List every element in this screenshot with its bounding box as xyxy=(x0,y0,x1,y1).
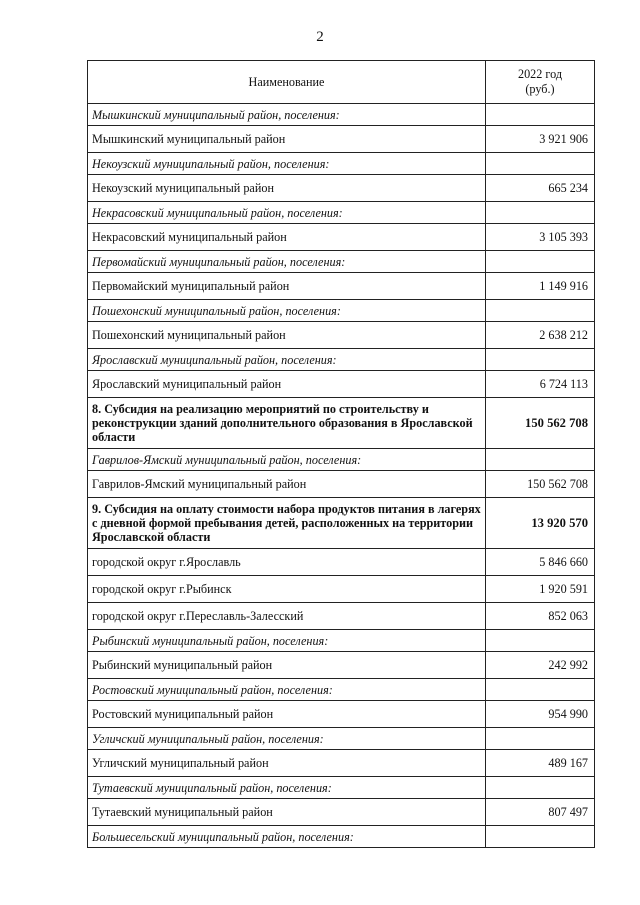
group-heading-row xyxy=(88,777,595,799)
section-total-cell: 13 920 570 xyxy=(486,498,595,549)
column-header-year: 2022 год xyxy=(517,67,563,81)
group-heading-cell: Ярославский муниципальный район, поселения: xyxy=(88,349,486,371)
amount-cell: 3 921 906 xyxy=(486,126,595,153)
recipient-name-cell: Некоузский муниципальный район xyxy=(88,175,486,202)
group-heading-cell: Рыбинский муниципальный район, поселения: xyxy=(88,630,486,652)
group-heading-cell: Ростовский муниципальный район, поселения: xyxy=(88,679,486,701)
section-total-cell: 150 562 708 xyxy=(486,398,595,449)
recipient-name-cell: Пошехонский муниципальный район xyxy=(88,322,486,349)
recipient-name-cell: Некрасовский муниципальный район xyxy=(88,224,486,251)
amount-cell xyxy=(486,153,595,175)
recipient-name-cell: городской округ г.Переславль-Залесский xyxy=(88,603,486,630)
amount-cell xyxy=(486,826,595,848)
group-heading-row xyxy=(88,728,595,750)
amount-cell xyxy=(486,728,595,750)
amount-cell: 150 562 708 xyxy=(486,471,595,498)
amount-cell xyxy=(486,449,595,471)
table-row xyxy=(88,471,595,498)
table-row xyxy=(88,750,595,777)
table-header-row xyxy=(88,61,595,104)
group-heading-cell: Большесельский муниципальный район, поселения: xyxy=(88,826,486,848)
group-heading-cell: Тутаевский муниципальный район, поселения: xyxy=(88,777,486,799)
amount-cell: 852 063 xyxy=(486,603,595,630)
group-heading-row xyxy=(88,104,595,126)
amount-cell: 1 149 916 xyxy=(486,273,595,300)
amount-cell: 665 234 xyxy=(486,175,595,202)
table-row xyxy=(88,603,595,630)
group-heading-cell: Пошехонский муниципальный район, поселения: xyxy=(88,300,486,322)
amount-cell: 807 497 xyxy=(486,799,595,826)
group-heading-cell: Угличский муниципальный район, поселения: xyxy=(88,728,486,750)
table-row xyxy=(88,126,595,153)
section-row xyxy=(88,398,595,449)
amount-cell xyxy=(486,251,595,273)
group-heading-row xyxy=(88,826,595,848)
recipient-name-cell: Первомайский муниципальный район xyxy=(88,273,486,300)
table-row xyxy=(88,799,595,826)
amount-cell: 3 105 393 xyxy=(486,224,595,251)
table-row xyxy=(88,371,595,398)
table-row xyxy=(88,576,595,603)
recipient-name-cell: Тутаевский муниципальный район xyxy=(88,799,486,826)
group-heading-cell: Гаврилов-Ямский муниципальный район, поселения: xyxy=(88,449,486,471)
table-row xyxy=(88,322,595,349)
amount-cell xyxy=(486,630,595,652)
group-heading-cell: Некоузский муниципальный район, поселения: xyxy=(88,153,486,175)
group-heading-row xyxy=(88,300,595,322)
group-heading-row xyxy=(88,679,595,701)
section-title-cell: 9. Субсидия на оплату стоимости набора продуктов питания в лагерях с дневной формой пребывания детей, расположенных на территории Ярославской области xyxy=(88,498,486,549)
group-heading-row xyxy=(88,153,595,175)
amount-cell xyxy=(486,349,595,371)
table-row xyxy=(88,273,595,300)
recipient-name-cell: городской округ г.Рыбинск xyxy=(88,576,486,603)
amount-cell xyxy=(486,679,595,701)
page-number: 2 xyxy=(316,29,324,45)
recipient-name-cell: городской округ г.Ярославль xyxy=(88,549,486,576)
group-heading-row xyxy=(88,349,595,371)
group-heading-cell: Первомайский муниципальный район, поселения: xyxy=(88,251,486,273)
amount-cell: 242 992 xyxy=(486,652,595,679)
group-heading-cell: Некрасовский муниципальный район, поселения: xyxy=(88,202,486,224)
recipient-name-cell: Ростовский муниципальный район xyxy=(88,701,486,728)
amount-cell: 954 990 xyxy=(486,701,595,728)
amount-cell xyxy=(486,104,595,126)
amount-cell: 489 167 xyxy=(486,750,595,777)
group-heading-row xyxy=(88,630,595,652)
amount-cell xyxy=(486,202,595,224)
column-header-unit: (руб.) xyxy=(525,82,555,96)
amount-cell: 1 920 591 xyxy=(486,576,595,603)
table-row xyxy=(88,175,595,202)
table-row xyxy=(88,701,595,728)
section-title-cell: 8. Субсидия на реализацию мероприятий по строительству и реконструкции зданий дополнительного образования в Ярославской области xyxy=(88,398,486,449)
table-row xyxy=(88,224,595,251)
amount-cell xyxy=(486,300,595,322)
table-row xyxy=(88,549,595,576)
recipient-name-cell: Мышкинский муниципальный район xyxy=(88,126,486,153)
table-body xyxy=(88,104,595,848)
group-heading-cell: Мышкинский муниципальный район, поселения: xyxy=(88,104,486,126)
amount-cell: 5 846 660 xyxy=(486,549,595,576)
recipient-name-cell: Гаврилов-Ямский муниципальный район xyxy=(88,471,486,498)
recipient-name-cell: Рыбинский муниципальный район xyxy=(88,652,486,679)
group-heading-row xyxy=(88,202,595,224)
column-header-amount xyxy=(486,61,595,104)
amount-cell: 6 724 113 xyxy=(486,371,595,398)
recipient-name-cell: Угличский муниципальный район xyxy=(88,750,486,777)
recipient-name-cell: Ярославский муниципальный район xyxy=(88,371,486,398)
budget-table xyxy=(87,60,595,848)
column-header-name: Наименование xyxy=(88,61,486,104)
group-heading-row xyxy=(88,449,595,471)
amount-cell xyxy=(486,777,595,799)
group-heading-row xyxy=(88,251,595,273)
amount-cell: 2 638 212 xyxy=(486,322,595,349)
table-row xyxy=(88,652,595,679)
section-row xyxy=(88,498,595,549)
